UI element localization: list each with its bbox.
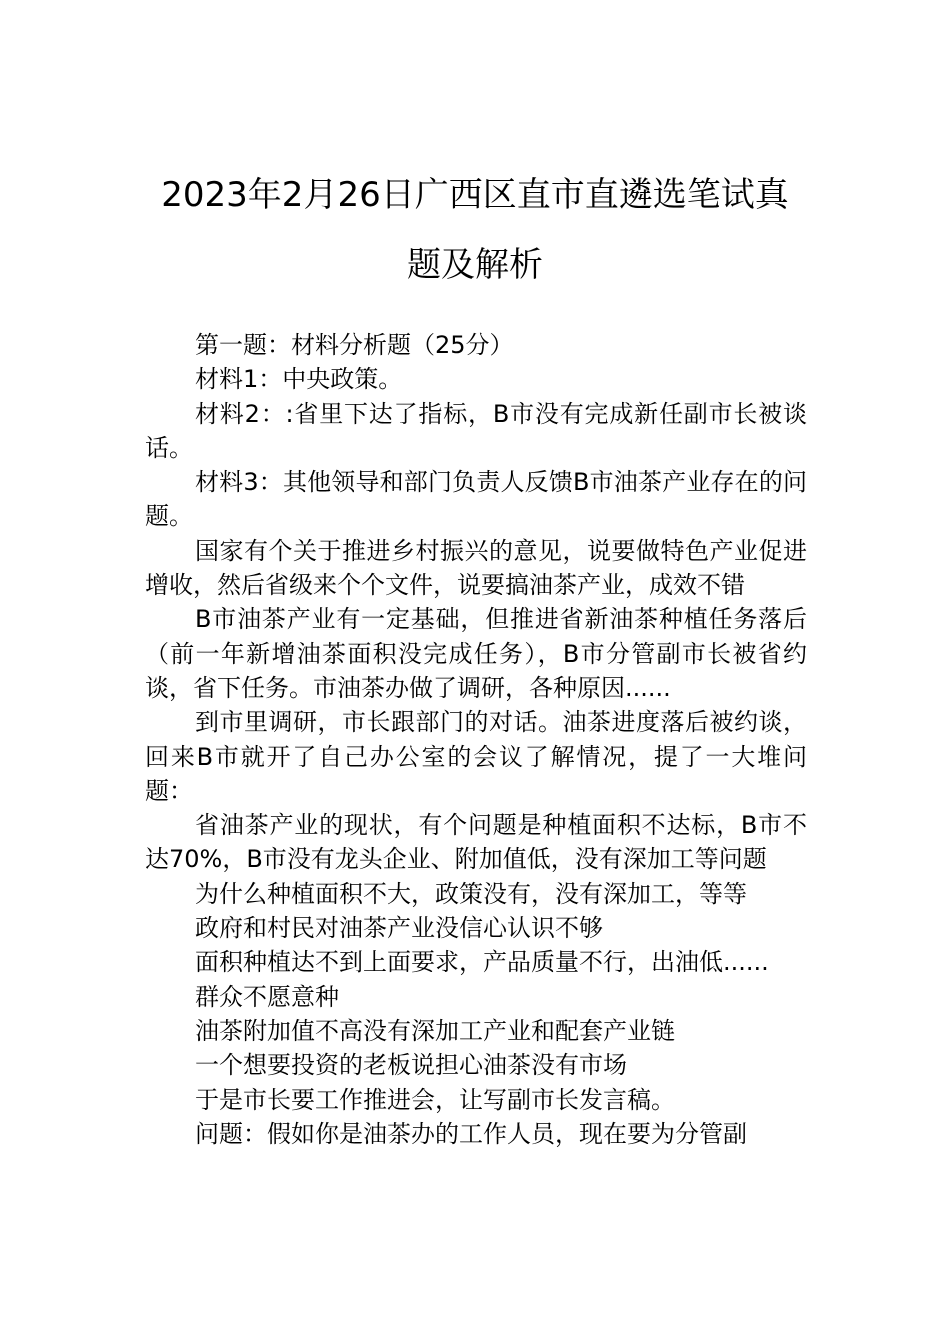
paragraph: 到市里调研，市长跟部门的对话。油茶进度落后被约谈，回来B市就开了自己办公室的会议了解情况，提了一大堆问题： xyxy=(145,708,807,805)
paragraph-material-2: 材料2：:省里下达了指标，B市没有完成新任副市长被谈话。 xyxy=(145,399,807,462)
paragraph: 群众不愿意种 xyxy=(195,982,339,1011)
paragraph: 国家有个关于推进乡村振兴的意见，说要做特色产业促进增收，然后省级来个个文件，说要搞油茶产业，成效不错 xyxy=(145,536,807,600)
document-body xyxy=(145,328,807,1151)
paragraph: 政府和村民对油茶产业没信心认识不够 xyxy=(195,914,603,943)
document-title xyxy=(145,160,805,300)
title-line-1: 2023年2月26日广西区直市直遴选笔试真 xyxy=(161,175,789,215)
paragraph-material-1: 材料1：中央政策。 xyxy=(195,365,403,394)
paragraph-question: 问题：假如你是油茶办的工作人员，现在要为分管副 xyxy=(195,1119,747,1148)
paragraph-material-3: 材料3：其他领导和部门负责人反馈B市油茶产业存在的问题。 xyxy=(145,468,807,531)
paragraph-question-heading: 第一题：材料分析题（25分） xyxy=(195,331,514,359)
paragraph: 油茶附加值不高没有深加工产业和配套产业链 xyxy=(195,1016,675,1045)
paragraph: 一个想要投资的老板说担心油茶没有市场 xyxy=(195,1051,627,1080)
paragraph: 于是市长要工作推进会，让写副市长发言稿。 xyxy=(195,1085,675,1114)
paragraph: 面积种植达不到上面要求，产品质量不行，出油低...... xyxy=(195,948,769,977)
paragraph: B市油茶产业有一定基础，但推进省新油茶种植任务落后（前一年新增油茶面积没完成任务），B市分管副市长被省约谈，省下任务。市油茶办做了调研，各种原因...... xyxy=(145,605,807,702)
paragraph: 省油茶产业的现状，有个问题是种植面积不达标，B市不达70%，B市没有龙头企业、附加值低，没有深加工等问题 xyxy=(145,811,807,874)
title-line-2: 题及解析 xyxy=(407,245,543,285)
paragraph: 为什么种植面积不大，政策没有，没有深加工，等等 xyxy=(195,879,747,908)
